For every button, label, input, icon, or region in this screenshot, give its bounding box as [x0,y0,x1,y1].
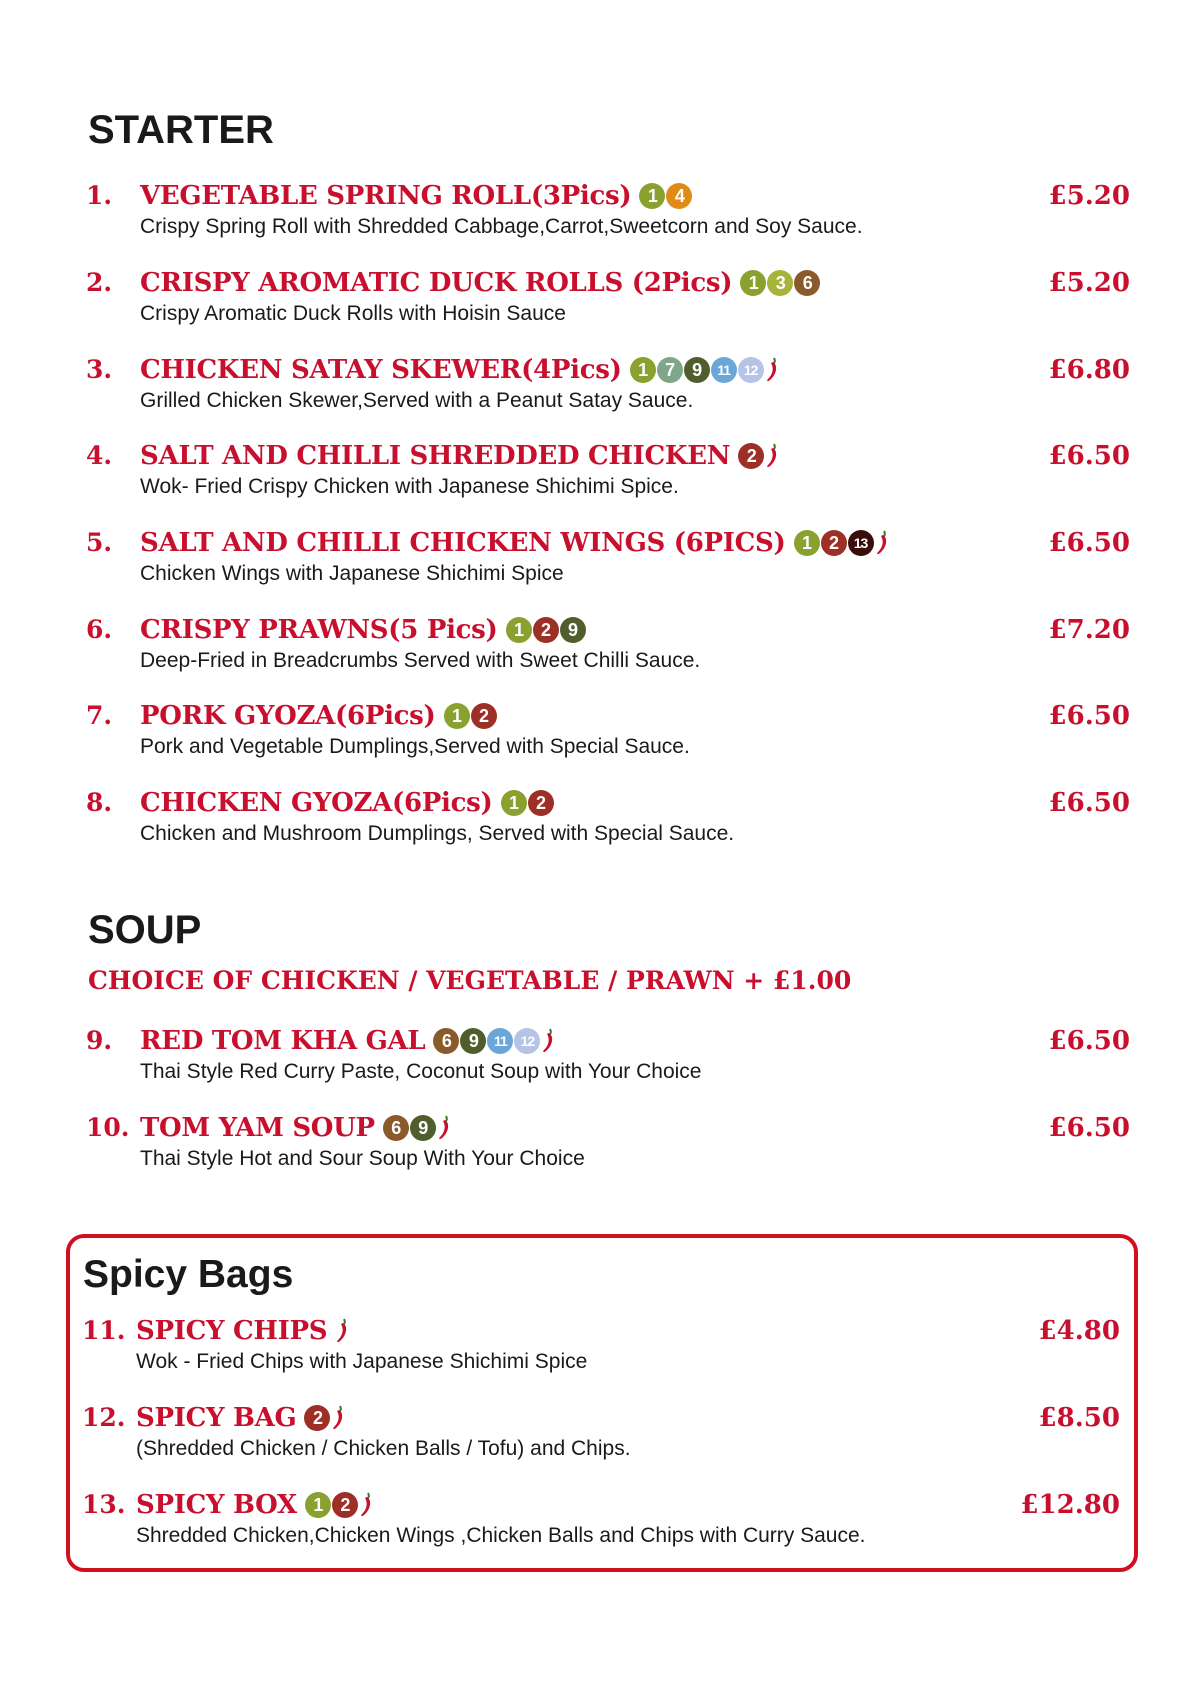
allergen-badge: 6 [433,1028,459,1054]
menu-item [86,615,1130,685]
item-name-line [136,1316,349,1346]
allergen-badge: 7 [657,357,683,383]
allergen-badge: 4 [666,183,692,209]
item-name: VEGETABLE SPRING ROLL(3Pics) [140,181,632,211]
item-price: £6.80 [1048,355,1130,385]
allergen-badge: 2 [332,1492,358,1518]
item-price: £12.80 [1020,1490,1120,1520]
allergen-badges [506,617,586,643]
allergen-badges [738,443,779,469]
item-number: 8. [86,788,113,817]
item-price: £6.50 [1048,441,1130,471]
allergen-badge: 2 [471,703,497,729]
soup-choice-note: CHOICE OF CHICKEN / VEGETABLE / PRAWN + £1.00 [88,966,852,995]
allergen-badge: 12 [514,1028,540,1054]
item-name: CHICKEN GYOZA(6Pics) [140,788,493,818]
item-number: 1. [86,181,113,210]
allergen-badges [335,1318,349,1344]
item-price: £6.50 [1048,1026,1130,1056]
allergen-badge: 2 [304,1405,330,1431]
item-name-line [136,1490,373,1520]
item-name: CHICKEN SATAY SKEWER(4Pics) [140,355,622,385]
chilli-icon [765,357,779,383]
allergen-badge: 6 [383,1115,409,1141]
item-number: 7. [86,701,113,730]
item-description: Chicken Wings with Japanese Shichimi Spice [140,562,564,585]
item-name: PORK GYOZA(6Pics) [140,701,436,731]
item-name: RED TOM KHA GAL [140,1026,426,1056]
item-number: 12. [82,1403,126,1432]
allergen-badge: 1 [740,270,766,296]
allergen-badge: 1 [630,357,656,383]
allergen-badges [639,183,692,209]
allergen-badges [740,270,820,296]
item-description: Crispy Spring Roll with Shredded Cabbage,Carrot,Sweetcorn and Soy Sauce. [140,215,863,238]
menu-item [86,1026,1130,1096]
allergen-badge: 13 [848,530,874,556]
item-name-line [140,615,586,645]
menu-item [86,1113,1130,1183]
item-price: £6.50 [1048,788,1130,818]
chilli-icon [359,1492,373,1518]
allergen-badge: 12 [738,357,764,383]
item-description: Pork and Vegetable Dumplings,Served with Special Sauce. [140,735,690,758]
menu-item [86,788,1130,858]
item-name: CRISPY PRAWNS(5 Pics) [140,615,498,645]
item-price: £7.20 [1048,615,1130,645]
allergen-badge: 2 [528,790,554,816]
item-name-line [140,441,779,471]
item-description: Grilled Chicken Skewer,Served with a Peanut Satay Sauce. [140,389,694,412]
item-price: £5.20 [1048,181,1130,211]
allergen-badge: 11 [711,357,737,383]
allergen-badges [433,1028,555,1054]
item-name: SPICY BAG [136,1403,297,1433]
item-name-line [140,1113,451,1143]
menu-item [86,355,1130,425]
item-description: Wok- Fried Crispy Chicken with Japanese Shichimi Spice. [140,475,679,498]
allergen-badge: 3 [767,270,793,296]
allergen-badge: 11 [487,1028,513,1054]
chilli-icon [765,443,779,469]
allergen-badge: 1 [639,183,665,209]
item-number: 6. [86,615,113,644]
allergen-badges [501,790,554,816]
item-price: £8.50 [1038,1403,1120,1433]
item-description: Chicken and Mushroom Dumplings, Served with Special Sauce. [140,822,735,845]
menu-item [86,181,1130,251]
item-name-line [140,788,554,818]
allergen-badges [383,1115,451,1141]
allergen-badge: 2 [821,530,847,556]
allergen-badge: 1 [444,703,470,729]
item-description: Deep-Fried in Breadcrumbs Served with Sweet Chilli Sauce. [140,649,701,672]
item-number: 3. [86,355,113,384]
allergen-badges [444,703,497,729]
item-name-line [140,528,889,558]
item-name: SPICY CHIPS [136,1316,328,1346]
menu-item [86,528,1130,598]
allergen-badges [304,1405,345,1431]
item-number: 10. [86,1113,130,1142]
allergen-badge: 1 [794,530,820,556]
menu-item [82,1316,1120,1386]
allergen-badge: 9 [684,357,710,383]
allergen-badge: 2 [738,443,764,469]
chilli-icon [335,1318,349,1344]
item-description: Wok - Fried Chips with Japanese Shichimi Spice [136,1350,588,1373]
item-number: 9. [86,1026,113,1055]
starter-heading: STARTER [88,108,274,152]
menu-item [86,268,1130,338]
item-description: Shredded Chicken,Chicken Wings ,Chicken Balls and Chips with Curry Sauce. [136,1524,866,1547]
menu-item [86,701,1130,771]
allergen-badges [794,530,889,556]
item-number: 4. [86,441,113,470]
allergen-badges [305,1492,373,1518]
item-description: Thai Style Red Curry Paste, Coconut Soup with Your Choice [140,1060,702,1083]
item-name-line [140,268,820,298]
item-price: £6.50 [1048,528,1130,558]
item-number: 5. [86,528,113,557]
allergen-badge: 2 [533,617,559,643]
item-name: SALT AND CHILLI CHICKEN WINGS (6PICS) [140,528,786,558]
item-description: (Shredded Chicken / Chicken Balls / Tofu) and Chips. [136,1437,631,1460]
item-number: 2. [86,268,113,297]
item-description: Thai Style Hot and Sour Soup With Your Choice [140,1147,585,1170]
item-number: 11. [82,1316,126,1345]
allergen-badges [630,357,779,383]
menu-item [82,1490,1120,1560]
allergen-badge: 1 [305,1492,331,1518]
menu-item [82,1403,1120,1473]
allergen-badge: 1 [506,617,532,643]
soup-heading: SOUP [88,908,202,952]
chilli-icon [331,1405,345,1431]
allergen-badge: 6 [794,270,820,296]
item-description: Crispy Aromatic Duck Rolls with Hoisin Sauce [140,302,566,325]
item-name-line [140,355,779,385]
item-name-line [140,701,497,731]
spicy-bags-heading: Spicy Bags [83,1253,294,1296]
item-name: SALT AND CHILLI SHREDDED CHICKEN [140,441,731,471]
item-name: TOM YAM SOUP [140,1113,375,1143]
allergen-badge: 1 [501,790,527,816]
allergen-badge: 9 [560,617,586,643]
chilli-icon [541,1028,555,1054]
item-number: 13. [82,1490,126,1519]
allergen-badge: 9 [460,1028,486,1054]
menu-item [86,441,1130,511]
item-name-line [140,1026,555,1056]
item-name-line [136,1403,345,1433]
item-price: £5.20 [1048,268,1130,298]
chilli-icon [437,1115,451,1141]
item-name-line [140,181,692,211]
chilli-icon [875,530,889,556]
allergen-badge: 9 [410,1115,436,1141]
item-name: SPICY BOX [136,1490,297,1520]
item-name: CRISPY AROMATIC DUCK ROLLS (2Pics) [140,268,733,298]
item-price: £6.50 [1048,701,1130,731]
item-price: £4.80 [1038,1316,1120,1346]
item-price: £6.50 [1048,1113,1130,1143]
